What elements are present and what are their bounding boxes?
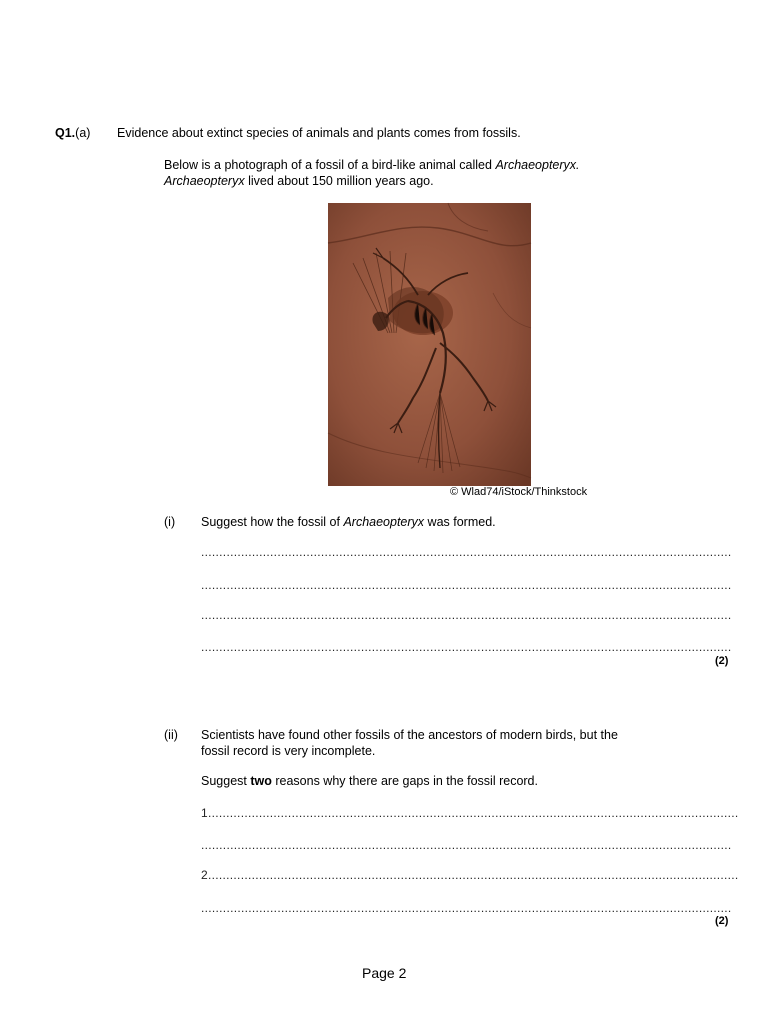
answer-line-i-3[interactable]: .................................................................................................................................................. (201, 608, 732, 622)
fossil-photo (328, 203, 531, 486)
answer-line-ii-4[interactable]: .................................................................................................................................................. (201, 901, 732, 915)
answer-line-ii-1[interactable]: 1.................................................................................................................................................. (201, 806, 739, 820)
answer-2-label: 2 (201, 868, 208, 882)
subquestion-i-text: Suggest how the fossil of Archaeopteryx was formed. (201, 515, 496, 529)
subquestion-ii-line2: fossil record is very incomplete. (201, 744, 376, 758)
marks-ii: (2) (715, 915, 729, 927)
question-number: Q1.(a) (55, 126, 91, 140)
answer-line-i-4[interactable]: .................................................................................................................................................. (201, 640, 732, 654)
page-number: Page 2 (362, 965, 407, 981)
answer-line-i-2[interactable]: .................................................................................................................................................. (201, 578, 732, 592)
answer-line-ii-2[interactable]: .................................................................................................................................................. (201, 838, 732, 852)
photo-description-line1: Below is a photograph of a fossil of a bird-like animal called Archaeopteryx. (164, 158, 580, 172)
subquestion-ii-prompt: Suggest two reasons why there are gaps in the fossil record. (201, 774, 538, 788)
question-intro: Evidence about extinct species of animals and plants comes from fossils. (117, 126, 521, 140)
subquestion-i-label: (i) (164, 515, 176, 529)
marks-i: (2) (715, 655, 729, 667)
image-credit: © Wlad74/iStock/Thinkstock (450, 486, 588, 498)
answer-1-label: 1 (201, 806, 208, 820)
answer-line-i-1[interactable]: .................................................................................................................................................. (201, 545, 732, 559)
answer-line-ii-3[interactable]: 2.................................................................................................................................................. (201, 868, 739, 882)
photo-description-line2: Archaeopteryx lived about 150 million years ago. (164, 174, 434, 188)
archaeopteryx-fossil-image (328, 203, 531, 486)
subquestion-ii-label: (ii) (164, 728, 178, 742)
subquestion-ii-line1: Scientists have found other fossils of the ancestors of modern birds, but the (201, 728, 618, 742)
